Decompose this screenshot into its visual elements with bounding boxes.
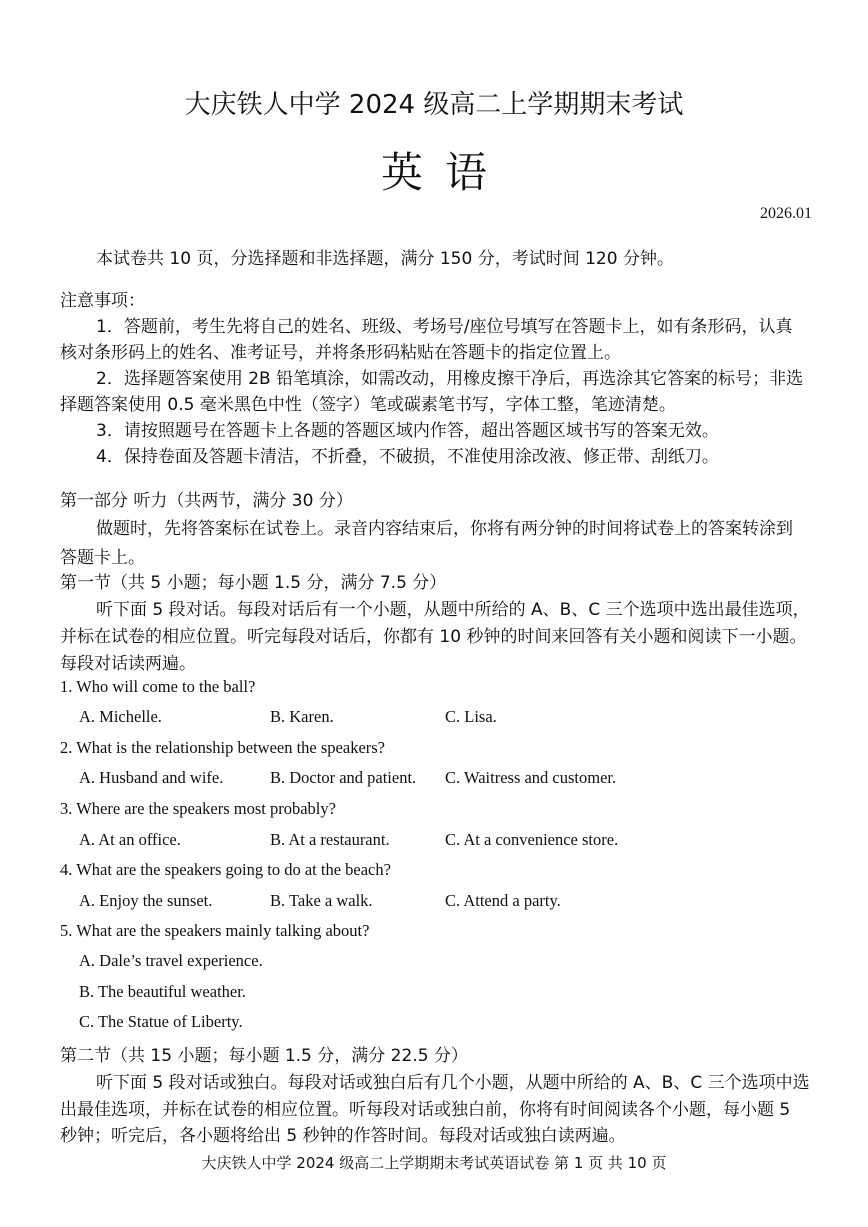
question-5-option-b: B. The beautiful weather. <box>79 982 246 1001</box>
question-5: 5. What are the speakers mainly talking about? <box>60 921 370 940</box>
part1-title: 第一部分 听力（共两节，满分 30 分） <box>60 491 353 511</box>
notice-item-3: 3．请按照题号在答题卡上各题的答题区域内作答，超出答题区域书写的答案无效。 <box>96 421 719 441</box>
question-5-option-c: C. The Statue of Liberty. <box>79 1012 243 1031</box>
section1-desc-line2: 并标在试卷的相应位置。听完每段对话后，你都有 10 秒钟的时间来回答有关小题和阅读下一小题。 <box>60 627 807 647</box>
section2-desc-line1: 听下面 5 段对话或独白。每段对话或独白后有几个小题，从题中所给的 A、B、C 三个选项中选 <box>96 1073 810 1093</box>
question-3-option-c: C. At a convenience store. <box>445 830 619 849</box>
notice-item-2-cont: 择题答案使用 0.5 毫米黑色中性（签字）笔或碳素笔书写，字体工整，笔迹清楚。 <box>60 395 676 415</box>
notice-title: 注意事项： <box>60 291 145 311</box>
exam-intro: 本试卷共 10 页，分选择题和非选择题，满分 150 分，考试时间 120 分钟。 <box>96 249 674 269</box>
section2-desc-line3: 秒钟；听完后，各小题将给出 5 秒钟的作答时间。每段对话或独白读两遍。 <box>60 1126 626 1146</box>
question-2-option-b: B. Doctor and patient. <box>270 768 417 787</box>
section1-desc-line1: 听下面 5 段对话。每段对话后有一个小题，从题中所给的 A、B、C 三个选项中选出最佳选项， <box>96 600 810 620</box>
question-2-option-c: C. Waitress and customer. <box>445 768 617 787</box>
part1-desc-line1: 做题时，先将答案标在试卷上。录音内容结束后，你将有两分钟的时间将试卷上的答案转涂到 <box>96 519 793 539</box>
page-footer: 大庆铁人中学 2024 级高二上学期期末考试英语试卷 第 1 页 共 10 页 <box>201 1154 667 1172</box>
exam-date: 2026.01 <box>760 205 812 222</box>
notice-item-2: 2．选择题答案使用 2B 铅笔填涂，如需改动，用橡皮擦干净后，再选涂其它答案的标号；非选 <box>96 369 804 389</box>
question-4-option-a: A. Enjoy the sunset. <box>79 891 213 910</box>
section2-desc-line2: 出最佳选项，并标在试卷的相应位置。听每段对话或独白前，你将有时间阅读各个小题，每小题 5 <box>60 1100 791 1120</box>
notice-item-1-cont: 核对条形码上的姓名、准考证号，并将条形码粘贴在答题卡的指定位置上。 <box>60 343 621 363</box>
question-2: 2. What is the relationship between the speakers? <box>60 738 386 757</box>
question-4: 4. What are the speakers going to do at the beach? <box>60 860 391 879</box>
question-5-option-a: A. Dale’s travel experience. <box>79 951 263 970</box>
section1-desc-line3: 每段对话读两遍。 <box>60 654 196 674</box>
notice-item-4: 4．保持卷面及答题卡清洁，不折叠，不破损，不准使用涂改液、修正带、刮纸刀。 <box>96 447 719 467</box>
section2-title: 第二节（共 15 小题；每小题 1.5 分，满分 22.5 分） <box>60 1046 468 1066</box>
question-4-option-c: C. Attend a party. <box>445 891 561 910</box>
question-3-option-a: A. At an office. <box>79 830 181 849</box>
notice-item-1: 1．答题前，考生先将自己的姓名、班级、考场号/座位号填写在答题卡上，如有条形码，认真 <box>96 317 793 337</box>
question-1-option-a: A. Michelle. <box>79 707 162 726</box>
question-3-option-b: B. At a restaurant. <box>270 830 390 849</box>
question-3: 3. Where are the speakers most probably? <box>60 799 336 818</box>
question-1-option-b: B. Karen. <box>270 707 334 726</box>
question-2-option-a: A. Husband and wife. <box>79 768 224 787</box>
question-1-option-c: C. Lisa. <box>445 707 497 726</box>
section1-title: 第一节（共 5 小题；每小题 1.5 分，满分 7.5 分） <box>60 573 447 593</box>
exam-title: 大庆铁人中学 2024 级高二上学期期末考试 <box>184 90 684 120</box>
question-4-option-b: B. Take a walk. <box>270 891 373 910</box>
subject-title: 英语 <box>380 148 509 197</box>
question-1: 1. Who will come to the ball? <box>60 677 256 696</box>
part1-desc-line2: 答题卡上。 <box>60 548 145 568</box>
